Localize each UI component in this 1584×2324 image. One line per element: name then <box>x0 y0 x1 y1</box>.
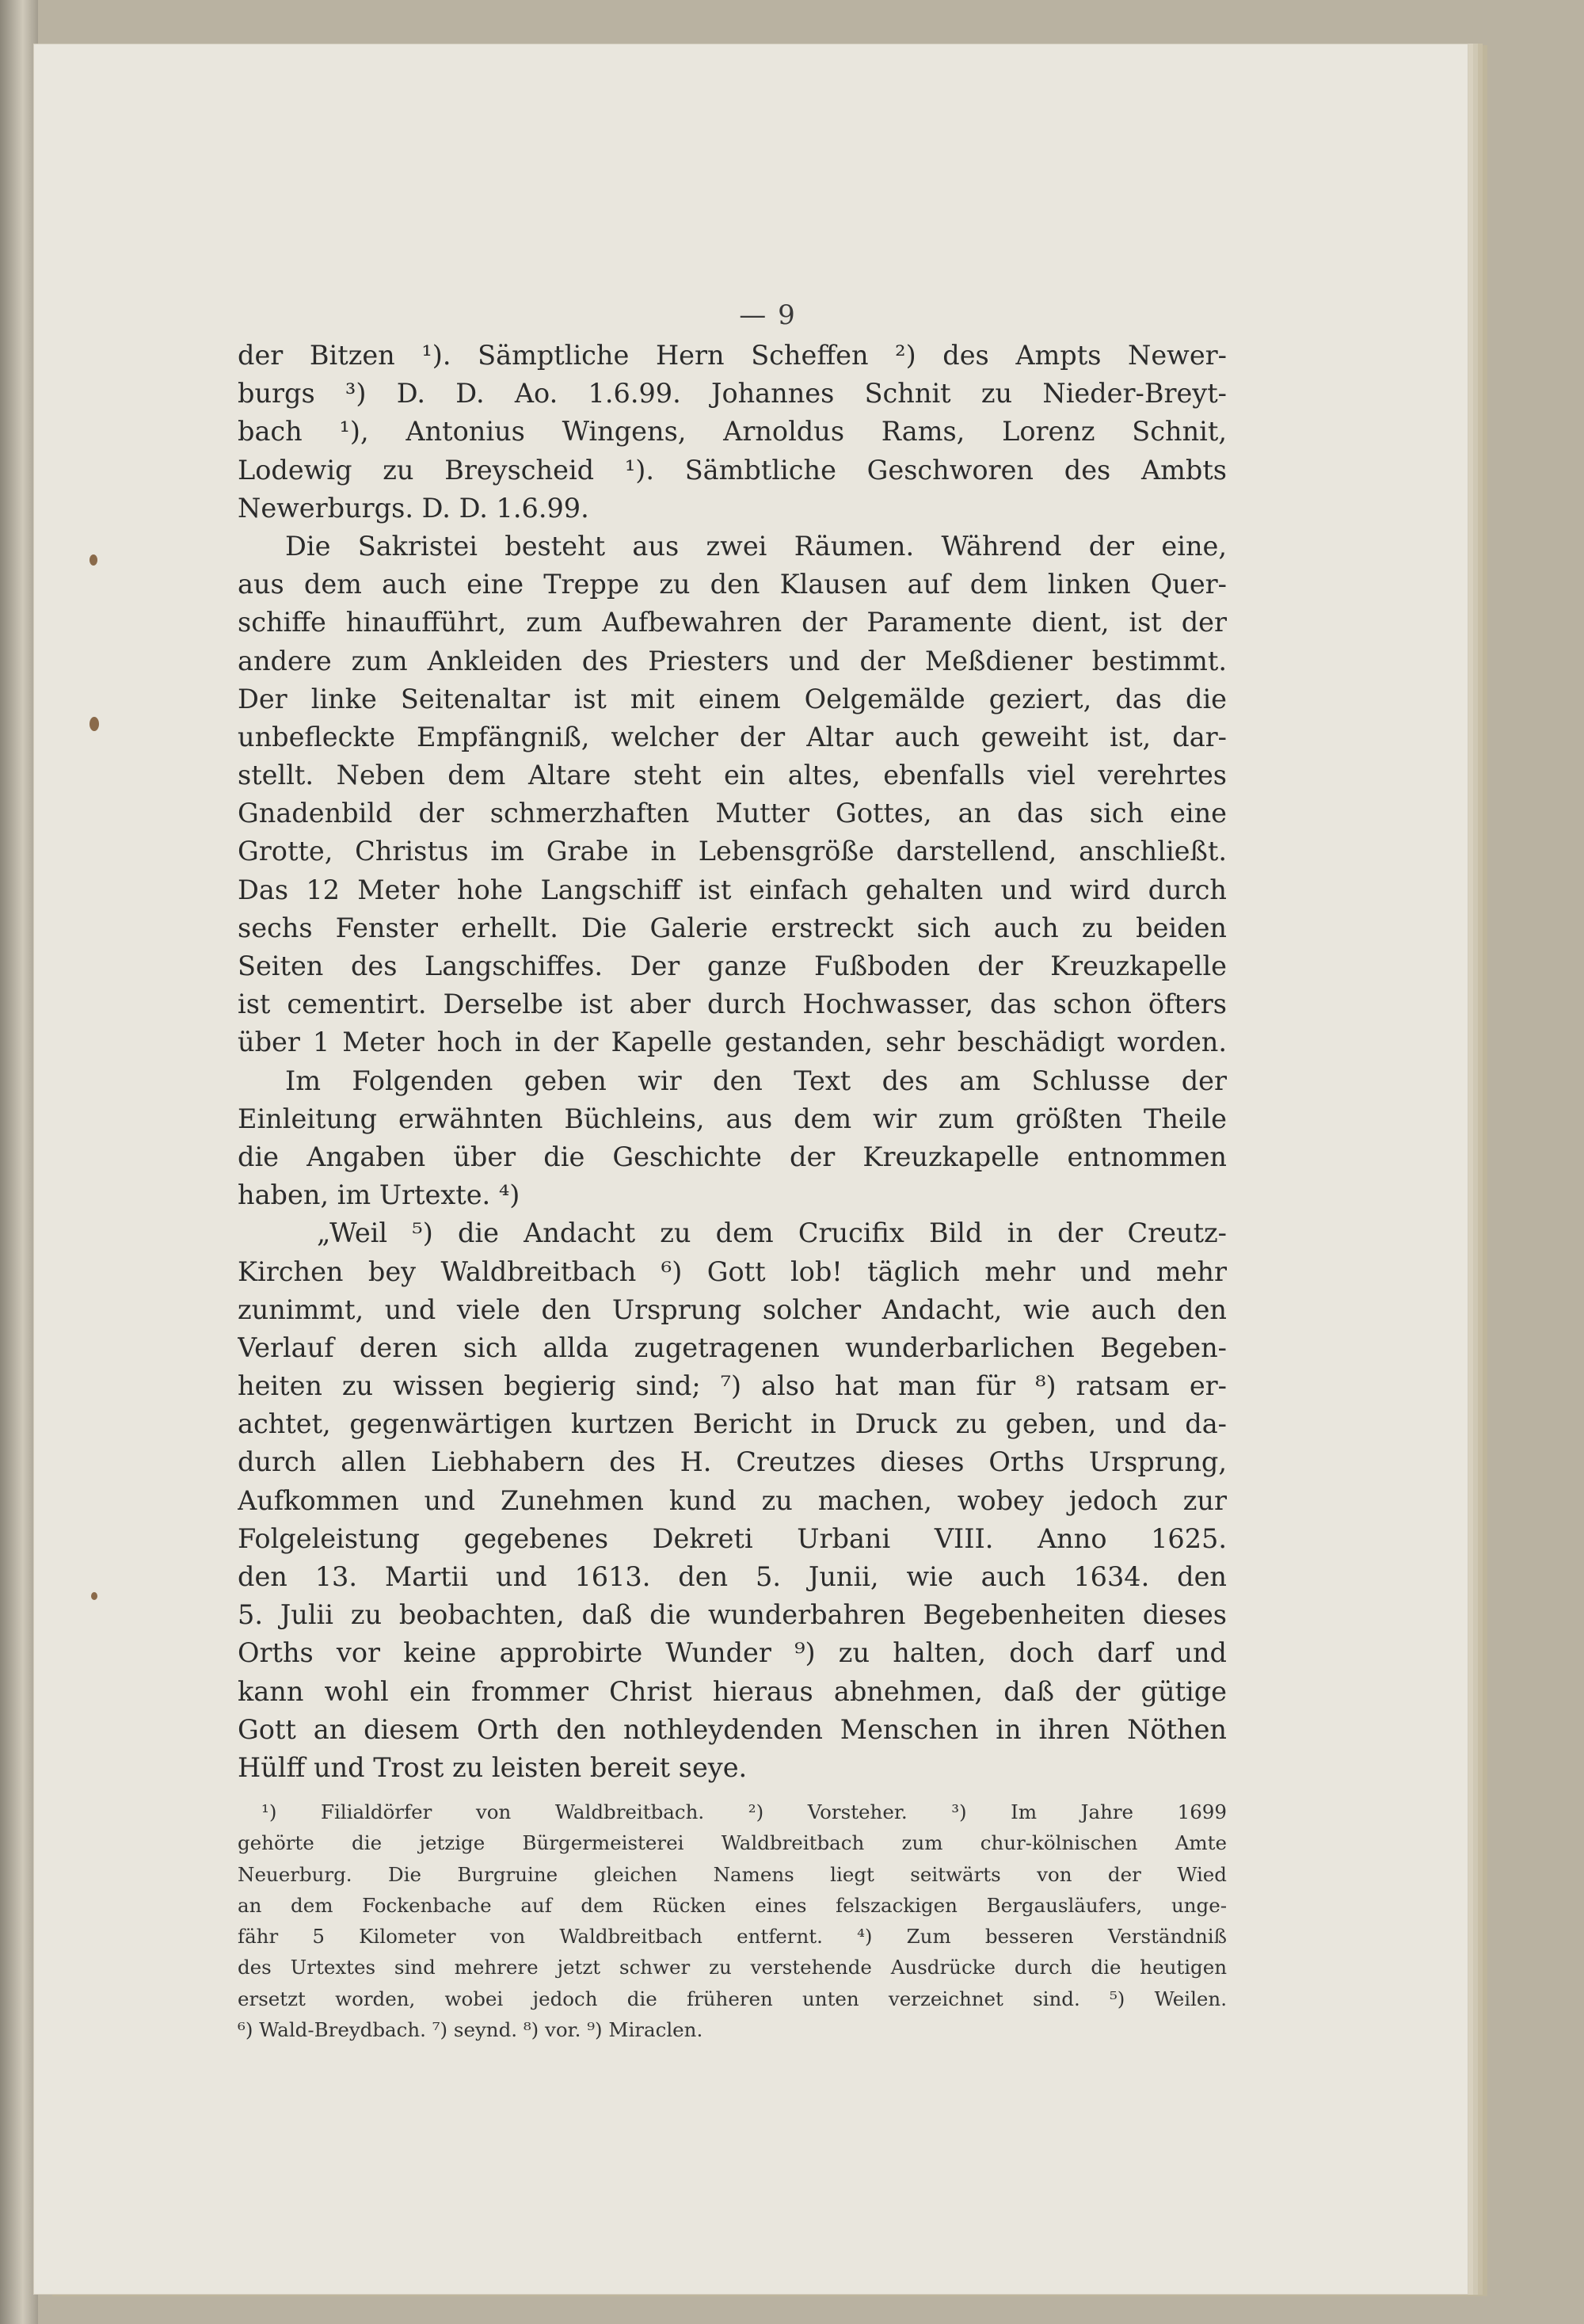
text-line: Grotte, Christus im Grabe in Lebensgröße darstellend, anschließt. <box>238 836 1227 867</box>
footnote-line: gehörte die jetzige Bürgermeisterei Waldbreitbach zum chur-kölnischen Amte <box>238 1831 1227 1855</box>
text-line: Im Folgenden geben wir den Text des am Schlusse der <box>285 1065 1227 1096</box>
text-line: Kirchen bey Waldbreitbach ⁶) Gott lob! täglich mehr und mehr <box>238 1255 1227 1287</box>
footnote-line: an dem Fockenbache auf dem Rücken eines felszackigen Bergausläufers, unge- <box>238 1893 1227 1917</box>
text-line: sechs Fenster erhellt. Die Galerie erstreckt sich auch zu beiden <box>238 912 1227 943</box>
footnote-line: des Urtextes sind mehrere jetzt schwer zu verstehende Ausdrücke durch die heutigen <box>238 1956 1227 1979</box>
text-line: Die Sakristei besteht aus zwei Räumen. Während der eine, <box>285 530 1227 562</box>
main-text <box>238 337 1227 1787</box>
text-line: „Weil ⁵) die Andacht zu dem Crucifix Bild in der Creutz- <box>317 1217 1227 1249</box>
text-line: andere zum Ankleiden des Priesters und der Meßdiener bestimmt. <box>238 645 1227 676</box>
text-line: über 1 Meter hoch in der Kapelle gestanden, sehr beschädigt worden. <box>238 1027 1227 1058</box>
text-line: die Angaben über die Geschichte der Kreuzkapelle entnommen <box>238 1141 1227 1172</box>
paper-stain <box>89 717 99 731</box>
text-line: schiffe hinaufführt, zum Aufbewahren der Paramente dient, ist der <box>238 607 1227 638</box>
text-line: burgs ³) D. D. Ao. 1.6.99. Johannes Schnit zu Nieder-Breyt- <box>238 378 1227 410</box>
text-line: ist cementirt. Derselbe ist aber durch Hochwasser, das schon öfters <box>238 989 1227 1020</box>
footnote-line: fähr 5 Kilometer von Waldbreitbach entfernt. ⁴) Zum besseren Verständniß <box>238 1925 1227 1949</box>
text-line: Lodewig zu Breyscheid ¹). Sämbtliche Geschworen des Ambts <box>238 454 1227 486</box>
text-line: Orths vor keine approbirte Wunder ⁹) zu halten, doch darf und <box>238 1637 1227 1669</box>
text-line: zunimmt, und viele den Ursprung solcher Andacht, wie auch den <box>238 1293 1227 1325</box>
text-line: Folgeleistung gegebenes Dekreti Urbani VIII. Anno 1625. <box>238 1522 1227 1554</box>
text-line: 5. Julii zu beobachten, daß die wunderbahren Begebenheiten dieses <box>238 1599 1227 1631</box>
text-line: Der linke Seitenaltar ist mit einem Oelgemälde geziert, das die <box>238 683 1227 714</box>
footnotes <box>238 1796 1227 2045</box>
text-line: unbefleckte Empfängniß, welcher der Altar auch geweiht ist, dar- <box>238 721 1227 752</box>
text-line: aus dem auch eine Treppe zu den Klausen auf dem linken Quer- <box>238 569 1227 600</box>
text-line: Aufkommen und Zunehmen kund zu machen, wobey jedoch zur <box>238 1484 1227 1516</box>
text-line: heiten zu wissen begierig sind; ⁷) also hat man für ⁸) ratsam er- <box>238 1370 1227 1402</box>
text-line: Newerburgs. D. D. 1.6.99. <box>238 492 589 524</box>
text-line: Gott an diesem Orth den nothleydenden Menschen in ihren Nöthen <box>238 1713 1227 1745</box>
text-line: Hülff und Trost zu leisten bereit seye. <box>238 1751 748 1783</box>
text-line: Einleitung erwähnten Büchleins, aus dem wir zum größten Theile <box>238 1103 1227 1134</box>
footnote-line: Neuerburg. Die Burgruine gleichen Namens liegt seitwärts von der Wied <box>238 1862 1227 1886</box>
paper-stain <box>91 1592 97 1600</box>
paper-stain <box>89 554 97 566</box>
text-line: Verlauf deren sich allda zugetragenen wunderbarlichen Begeben- <box>238 1332 1227 1363</box>
text-line: der Bitzen ¹). Sämptliche Hern Scheffen ²) des Ampts Newer- <box>238 340 1227 371</box>
footnote-line: ¹) Filialdörfer von Waldbreitbach. ²) Vorsteher. ³) Im Jahre 1699 <box>261 1800 1227 1823</box>
text-line: Das 12 Meter hohe Langschiff ist einfach gehalten und wird durch <box>238 874 1227 905</box>
left-page-edge <box>0 0 38 2324</box>
text-line: stellt. Neben dem Altare steht ein altes, ebenfalls viel verehrtes <box>238 760 1227 791</box>
footnote-line: ⁶) Wald-Breydbach. ⁷) seynd. ⁸) vor. ⁹) Miraclen. <box>238 2018 703 2042</box>
text-line: Gnadenbild der schmerzhaften Mutter Gottes, an das sich eine <box>238 798 1227 829</box>
footnote-line: ersetzt worden, wobei jedoch die früheren unten verzeichnet sind. ⁵) Weilen. <box>238 1987 1227 2010</box>
text-line: kann wohl ein frommer Christ hieraus abnehmen, daß der gütige <box>238 1675 1227 1707</box>
text-line: den 13. Martii und 1613. den 5. Junii, wie auch 1634. den <box>238 1561 1227 1592</box>
text-line: bach ¹), Antonius Wingens, Arnoldus Rams, Lorenz Schnit, <box>238 416 1227 448</box>
text-line: Seiten des Langschiffes. Der ganze Fußboden der Kreuzkapelle <box>238 951 1227 981</box>
page-number: — 9 <box>739 299 797 331</box>
text-line: achtet, gegenwärtigen kurtzen Bericht in Druck zu geben, und da- <box>238 1408 1227 1440</box>
text-line: durch allen Liebhabern des H. Creutzes dieses Orths Ursprung, <box>238 1446 1227 1478</box>
text-line: haben, im Urtexte. ⁴) <box>238 1179 520 1211</box>
